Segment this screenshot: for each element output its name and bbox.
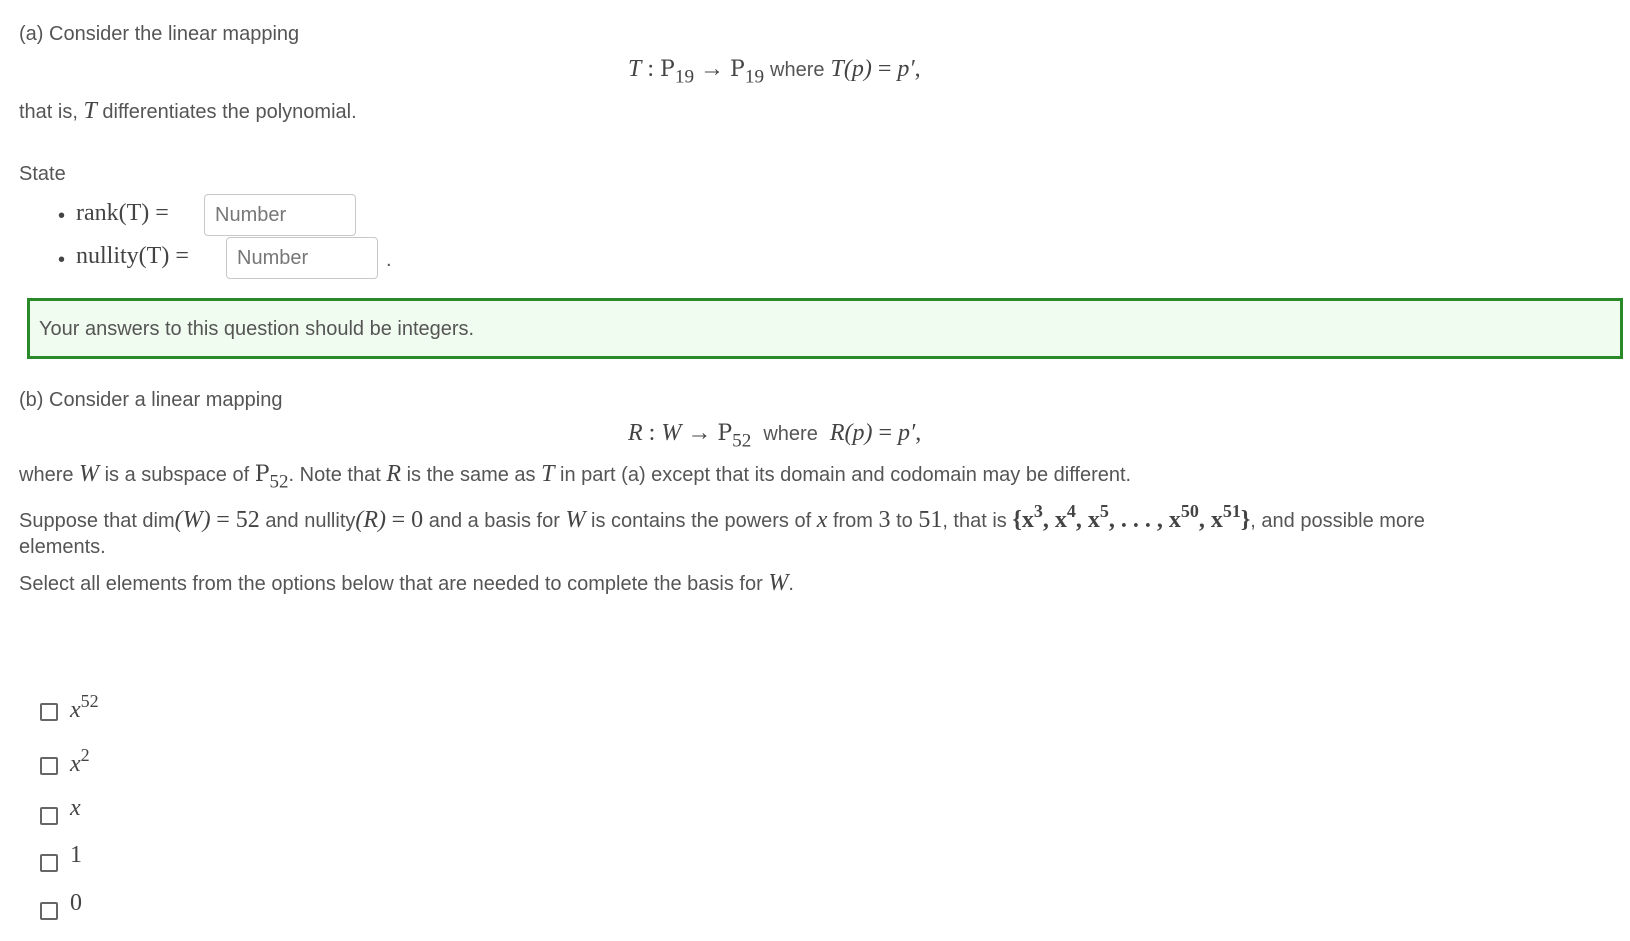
state-label: State <box>19 163 66 185</box>
option-0-label: 0 <box>70 890 82 916</box>
part-b-line-1: where W is a subspace of P52. Note that R is the same as T in part (a) except that its domain and codomain may be different. <box>19 461 1132 493</box>
option-x52-label: $x^{52}$ <box>70 691 99 723</box>
mapping-R-formula: R : $W \to P_{52}$ where R(p) = p′, <box>628 420 922 452</box>
mapping-T-formula: T : $P_{19} \to P_{19}$ where T(p) = p′, <box>628 56 921 88</box>
nullity-label: nullity(T) = <box>76 243 189 269</box>
option-1-label: 1 <box>70 842 82 868</box>
bullet-icon: • <box>58 249 66 271</box>
part-b-intro: (b) Consider a linear mapping <box>19 389 283 411</box>
integer-notice <box>27 298 1623 359</box>
option-x52-checkbox[interactable] <box>40 703 58 721</box>
bullet-icon: • <box>58 205 66 227</box>
option-x-checkbox[interactable] <box>40 807 58 825</box>
part-b-line-2: Suppose that dim(W) = 52 and nullity(R) = 0 and a basis for W is contains the powers of x from 3 to 51, that is {$x^3$, $x^4$, $x^5$, . . . , $x^{50}$, $x^{51}$}, and possible more <box>19 501 1425 533</box>
option-x2-checkbox[interactable] <box>40 757 58 775</box>
option-x2-label: $x^2$ <box>70 745 90 777</box>
part-b-line-3: elements. <box>19 536 106 558</box>
part-a-intro: (a) Consider the linear mapping <box>19 23 300 45</box>
period: . <box>386 249 392 271</box>
rank-label: rank(T) = <box>76 200 169 226</box>
part-b-instruction: Select all elements from the options below that are needed to complete the basis for W. <box>19 570 794 596</box>
part-a-description: that is, T differentiates the polynomial. <box>19 98 357 124</box>
rank-input[interactable] <box>204 194 356 236</box>
option-0-checkbox[interactable] <box>40 902 58 920</box>
nullity-input[interactable] <box>226 237 378 279</box>
option-x-label: x <box>70 795 81 821</box>
basis-set: {$x^3$, $x^4$, $x^5$, . . . , $x^{50}$, $x^{51}$} <box>1012 501 1251 533</box>
option-1-checkbox[interactable] <box>40 854 58 872</box>
integer-notice-text: Your answers to this question should be integers. <box>39 318 475 340</box>
